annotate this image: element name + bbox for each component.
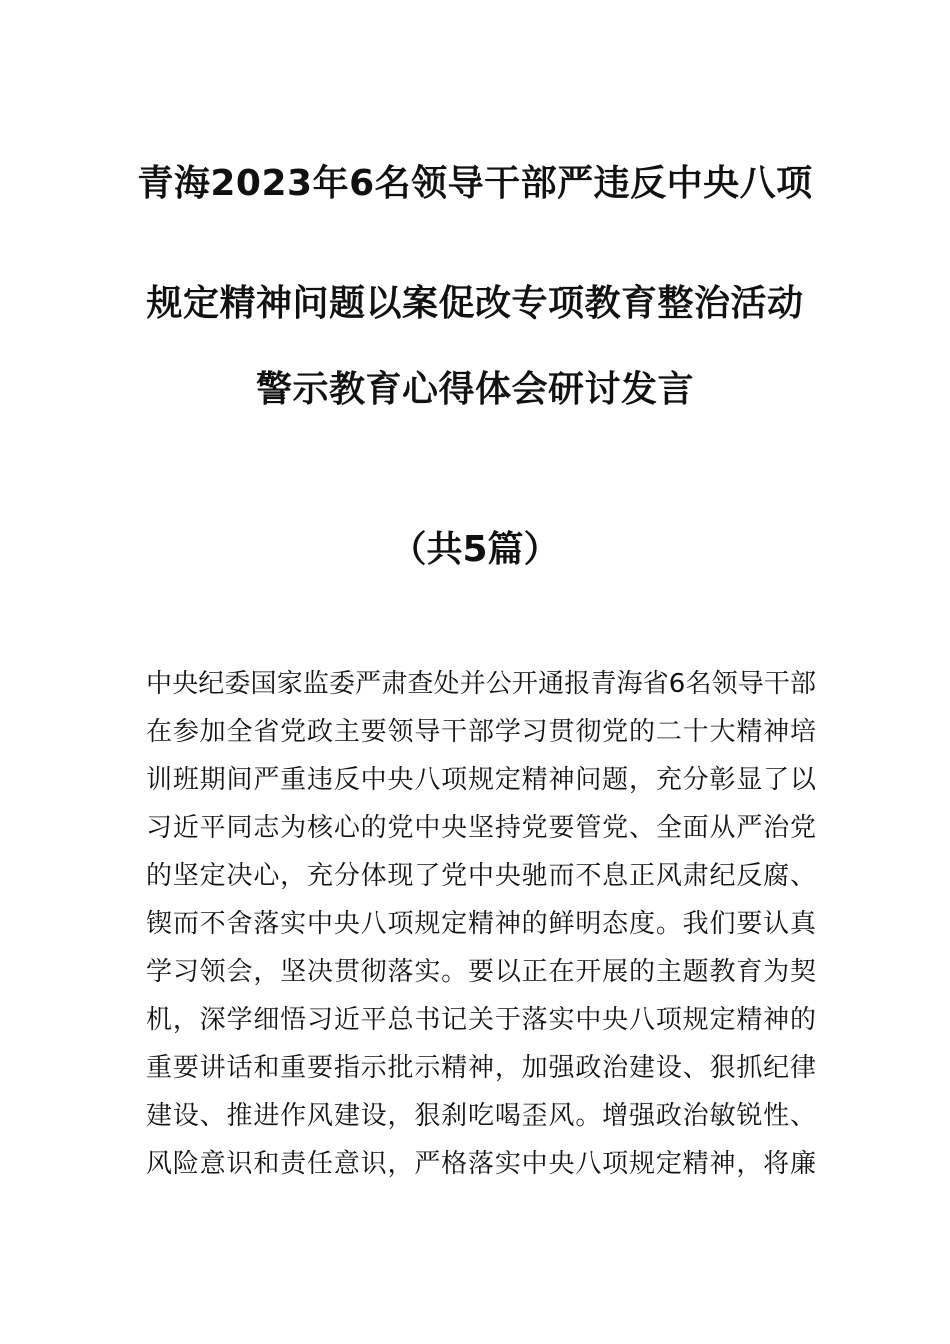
article-count-label: （共5篇） (390, 529, 560, 570)
body-line: 中央纪委国家监委严肃查处并公开通报青海省6名领导干部 (146, 669, 816, 699)
body-line: 重要讲话和重要指示批示精神，加强政治建设、狠抓纪律 (146, 1053, 816, 1083)
document-title-line-1: 青海2023年6名领导干部严违反中央八项 (137, 163, 813, 204)
body-paragraph (146, 666, 816, 1194)
body-line: 的坚定决心，充分体现了党中央驰而不息正风肃纪反腐、 (146, 861, 816, 891)
body-line: 风险意识和责任意识，严格落实中央八项规定精神，将廉 (146, 1149, 816, 1179)
document-title-line-2: 规定精神问题以案促改专项教育整治活动 (146, 283, 804, 324)
body-line: 锲而不舍落实中央八项规定精神的鲜明态度。我们要认真 (146, 909, 816, 939)
body-line: 习近平同志为核心的党中央坚持党要管党、全面从严治党 (146, 813, 816, 843)
document-title-line-3: 警示教育心得体会研讨发言 (255, 369, 694, 410)
body-line: 学习领会，坚决贯彻落实。要以正在开展的主题教育为契 (146, 957, 816, 987)
body-line: 建设、推进作风建设，狠刹吃喝歪风。增强政治敏锐性、 (146, 1101, 816, 1131)
body-line: 在参加全省党政主要领导干部学习贯彻党的二十大精神培 (146, 717, 816, 747)
body-line: 训班期间严重违反中央八项规定精神问题，充分彰显了以 (146, 765, 816, 795)
body-line: 机，深学细悟习近平总书记关于落实中央八项规定精神的 (146, 1005, 816, 1035)
